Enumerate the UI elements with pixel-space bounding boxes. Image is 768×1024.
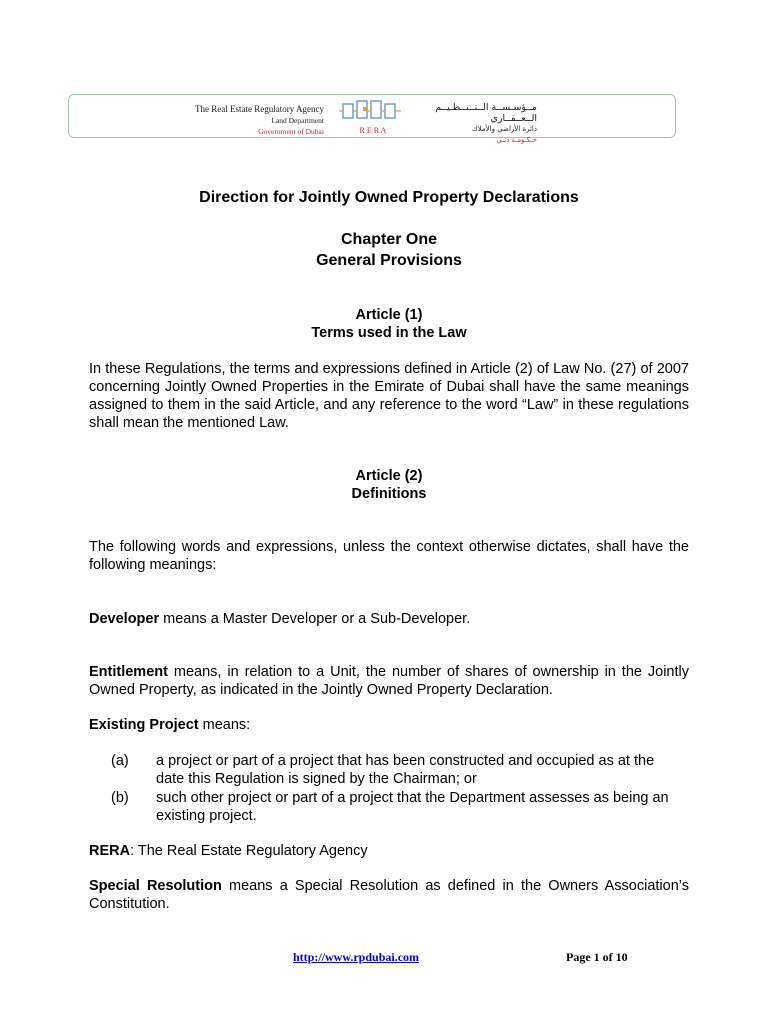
definition-text: means a Master Developer or a Sub-Developer.: [159, 611, 471, 627]
definition-text: : The Real Estate Regulatory Agency: [130, 843, 368, 859]
definition-text: means:: [198, 717, 251, 733]
list-item: a project or part of a project that has been constructed and occupied as at the date this Regulation is signed by the Chairman; or: [156, 753, 655, 787]
definition-term: Existing Project: [89, 717, 199, 733]
document-title: Direction for Jointly Owned Property Declarations: [199, 189, 579, 206]
definition-term: RERA: [89, 843, 131, 859]
definition-developer: [89, 610, 689, 628]
agency-name-line: The Real Estate Regulatory Agency: [195, 104, 324, 114]
definition-term: Special Resolution: [89, 878, 222, 894]
agency-name-arabic-line: مــؤسـســة الــتــنــظـيــم الــعــقــاري: [435, 102, 537, 124]
rera-logo-text: R E R A: [359, 126, 387, 135]
article-2-intro: The following words and expressions, unless the context otherwise dictates, shall have the following meanings:: [89, 539, 689, 573]
definition-text: means, in relation to a Unit, the number of shares of ownership in the Jointly Owned Property, as indicated in the Jointly Owned Property Declaration.: [89, 664, 689, 698]
article-1-body: In these Regulations, the terms and expressions defined in Article (2) of Law No. (27) of 2007 concerning Jointly Owned Properties in the Emirate of Dubai shall have the same meanings assigned to them in the said Article, and any reference to the word “Law” in these regulations shall mean the mentioned Law.: [89, 361, 689, 431]
definition-special-resolution: [89, 877, 689, 913]
header-banner: [68, 94, 676, 144]
article-1-subtitle: Terms used in the Law: [311, 325, 467, 341]
article-2-heading: Article (2): [355, 468, 423, 484]
government-name-line: Government of Dubai: [258, 127, 324, 136]
rera-logo-icon: [337, 98, 409, 138]
chapter-heading: Chapter One: [340, 231, 437, 248]
definition-existing-project: [89, 716, 689, 734]
chapter-subtitle: General Provisions: [316, 252, 462, 269]
government-name-arabic-line: حـكـومـة دبـي: [496, 136, 537, 144]
definition-text: means a Special Resolution as defined in the Owners Association’s Constitution.: [89, 878, 689, 912]
department-name-arabic-line: دائرة الأراضي والأملاك: [471, 125, 537, 133]
list-item: such other project or part of a project that the Department assesses as being an existing project.: [156, 790, 669, 824]
page-number: Page 1 of 10: [566, 950, 628, 964]
article-2-subtitle: Definitions: [351, 486, 427, 502]
definition-entitlement: [89, 663, 689, 699]
department-name-line: Land Department: [271, 116, 324, 125]
list-item-label: (b): [111, 790, 129, 806]
agency-name-arabic: [407, 102, 537, 146]
definition-rera: [89, 842, 689, 860]
list-item-label: (a): [111, 753, 129, 769]
article-1-heading: Article (1): [355, 307, 423, 323]
agency-name-english: [195, 104, 324, 137]
definition-term: Developer: [89, 611, 160, 627]
definition-term: Entitlement: [89, 664, 168, 680]
footer-website-link[interactable]: http://www.rpdubai.com: [293, 950, 420, 964]
